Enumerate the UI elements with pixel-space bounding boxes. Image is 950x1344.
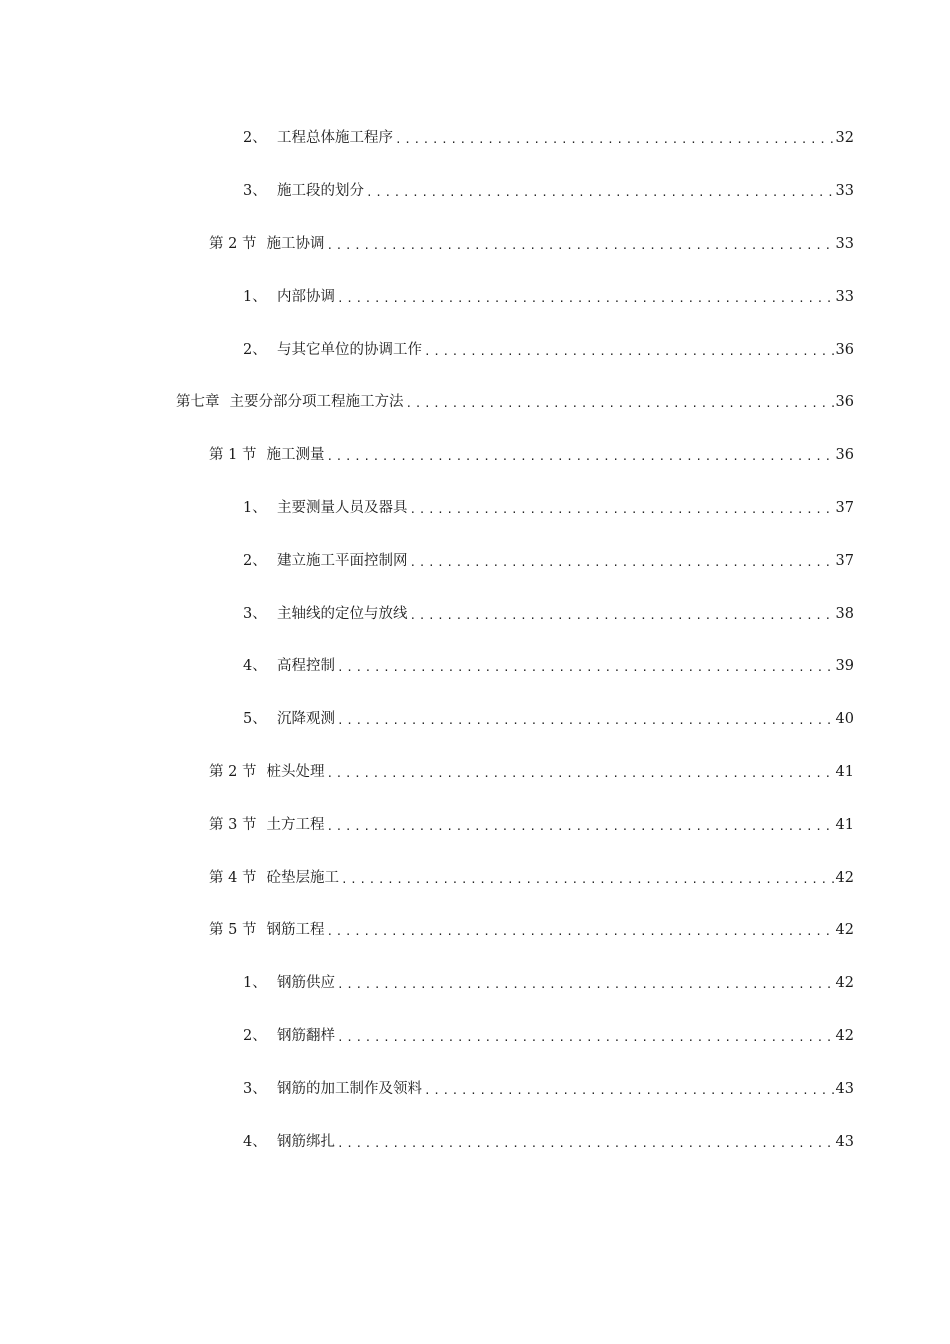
toc-entry-title: 高程控制 (277, 658, 335, 675)
toc-entry-page-number: 41 (835, 816, 854, 833)
dot-leader (326, 236, 833, 256)
toc-entry-page-number: 42 (835, 922, 854, 939)
toc-entry-page-number: 40 (835, 711, 854, 728)
dot-leader (337, 289, 834, 309)
dot-leader (366, 183, 834, 203)
dot-leader (337, 711, 834, 731)
dot-leader (341, 870, 834, 890)
toc-entry-number: 第 1 节 (209, 447, 257, 464)
toc-entry-page-number: 36 (835, 447, 854, 464)
toc-entry-number: 1、 (243, 975, 267, 992)
dot-leader (337, 1028, 834, 1048)
toc-entry-page-number: 33 (835, 288, 854, 305)
toc-entry[interactable] (0, 640, 950, 693)
toc-entry-number: 第 2 节 (209, 235, 257, 252)
toc-entry[interactable] (0, 798, 950, 851)
toc-entry-page-number: 36 (835, 394, 854, 411)
toc-entry-title: 施工协调 (266, 235, 325, 252)
toc-entry-title: 钢筋工程 (266, 922, 325, 939)
dot-leader (326, 922, 833, 942)
toc-entry-title: 桩头处理 (266, 763, 325, 780)
toc-entry-title: 内部协调 (277, 288, 335, 305)
toc-entry[interactable] (0, 693, 950, 746)
toc-entry-number: 2、 (243, 1027, 267, 1044)
toc-entry-title: 与其它单位的协调工作 (277, 341, 422, 358)
dot-leader (395, 130, 834, 150)
toc-entry[interactable] (0, 851, 950, 904)
toc-entry-title: 砼垫层施工 (266, 869, 339, 886)
toc-entry-page-number: 42 (835, 1027, 854, 1044)
toc-entry-number: 3、 (243, 1080, 267, 1097)
toc-entry[interactable] (0, 270, 950, 323)
toc-entry[interactable] (0, 429, 950, 482)
toc-entry-number: 4、 (243, 1133, 267, 1150)
toc-entry-page-number: 42 (835, 869, 854, 886)
toc-entry-number: 1、 (243, 499, 267, 516)
dot-leader (326, 447, 833, 467)
toc-entry[interactable] (0, 587, 950, 640)
toc-entry-title: 工程总体施工程序 (277, 130, 393, 147)
toc-entry-page-number: 42 (835, 975, 854, 992)
toc-entry-number: 2、 (243, 341, 267, 358)
dot-leader (410, 500, 834, 520)
toc-entry[interactable] (0, 112, 950, 165)
toc-entry-page-number: 37 (835, 499, 854, 516)
toc-entry-number: 3、 (243, 183, 267, 200)
toc-entry-page-number: 36 (835, 341, 854, 358)
toc-entry-title: 施工测量 (266, 447, 325, 464)
dot-leader (326, 817, 833, 837)
toc-entry-number: 3、 (243, 605, 267, 622)
toc-entry-title: 建立施工平面控制网 (277, 552, 408, 569)
dot-leader (406, 394, 834, 414)
toc-entry[interactable] (0, 957, 950, 1010)
toc-entry-page-number: 33 (835, 183, 854, 200)
toc-entry[interactable] (0, 904, 950, 957)
dot-leader (410, 606, 834, 626)
dot-leader (410, 553, 834, 573)
toc-entry[interactable] (0, 1010, 950, 1063)
toc-entry-title: 主要测量人员及器具 (277, 499, 408, 516)
toc-entry-title: 钢筋的加工制作及领料 (277, 1080, 422, 1097)
dot-leader (337, 1134, 834, 1154)
toc-entry-number: 第 2 节 (209, 763, 257, 780)
toc-entry-title: 钢筋绑扎 (277, 1133, 335, 1150)
toc-entry-page-number: 37 (835, 552, 854, 569)
toc-entry-page-number: 38 (835, 605, 854, 622)
table-of-contents (0, 112, 950, 1168)
toc-entry[interactable] (0, 1062, 950, 1115)
toc-entry-title: 土方工程 (266, 816, 325, 833)
toc-entry-page-number: 43 (835, 1080, 854, 1097)
dot-leader (424, 342, 834, 362)
dot-leader (337, 975, 834, 995)
toc-entry[interactable] (0, 746, 950, 799)
toc-entry-title: 钢筋供应 (277, 975, 335, 992)
toc-entry-number: 2、 (243, 552, 267, 569)
toc-entry[interactable] (0, 218, 950, 271)
toc-entry-title: 施工段的划分 (277, 183, 364, 200)
toc-entry-title: 沉降观测 (277, 711, 335, 728)
toc-entry[interactable] (0, 323, 950, 376)
dot-leader (337, 658, 834, 678)
toc-entry-page-number: 39 (835, 658, 854, 675)
toc-entry-title: 主要分部分项工程施工方法 (229, 394, 404, 411)
toc-entry[interactable] (0, 376, 950, 429)
toc-entry-title: 钢筋翻样 (277, 1027, 335, 1044)
toc-entry[interactable] (0, 482, 950, 535)
toc-entry-number: 4、 (243, 658, 267, 675)
toc-entry-number: 1、 (243, 288, 267, 305)
toc-entry-number: 第七章 (176, 394, 220, 411)
toc-entry-number: 5、 (243, 711, 267, 728)
toc-entry[interactable] (0, 165, 950, 218)
toc-entry[interactable] (0, 1115, 950, 1168)
toc-entry-page-number: 33 (835, 235, 854, 252)
toc-entry-number: 第 5 节 (209, 922, 257, 939)
dot-leader (424, 1081, 834, 1101)
dot-leader (326, 764, 833, 784)
toc-entry-title: 主轴线的定位与放线 (277, 605, 408, 622)
toc-entry-page-number: 43 (835, 1133, 854, 1150)
toc-entry-number: 2、 (243, 130, 267, 147)
toc-entry-page-number: 32 (835, 130, 854, 147)
toc-entry-number: 第 3 节 (209, 816, 257, 833)
toc-entry[interactable] (0, 534, 950, 587)
toc-entry-number: 第 4 节 (209, 869, 257, 886)
toc-entry-page-number: 41 (835, 763, 854, 780)
